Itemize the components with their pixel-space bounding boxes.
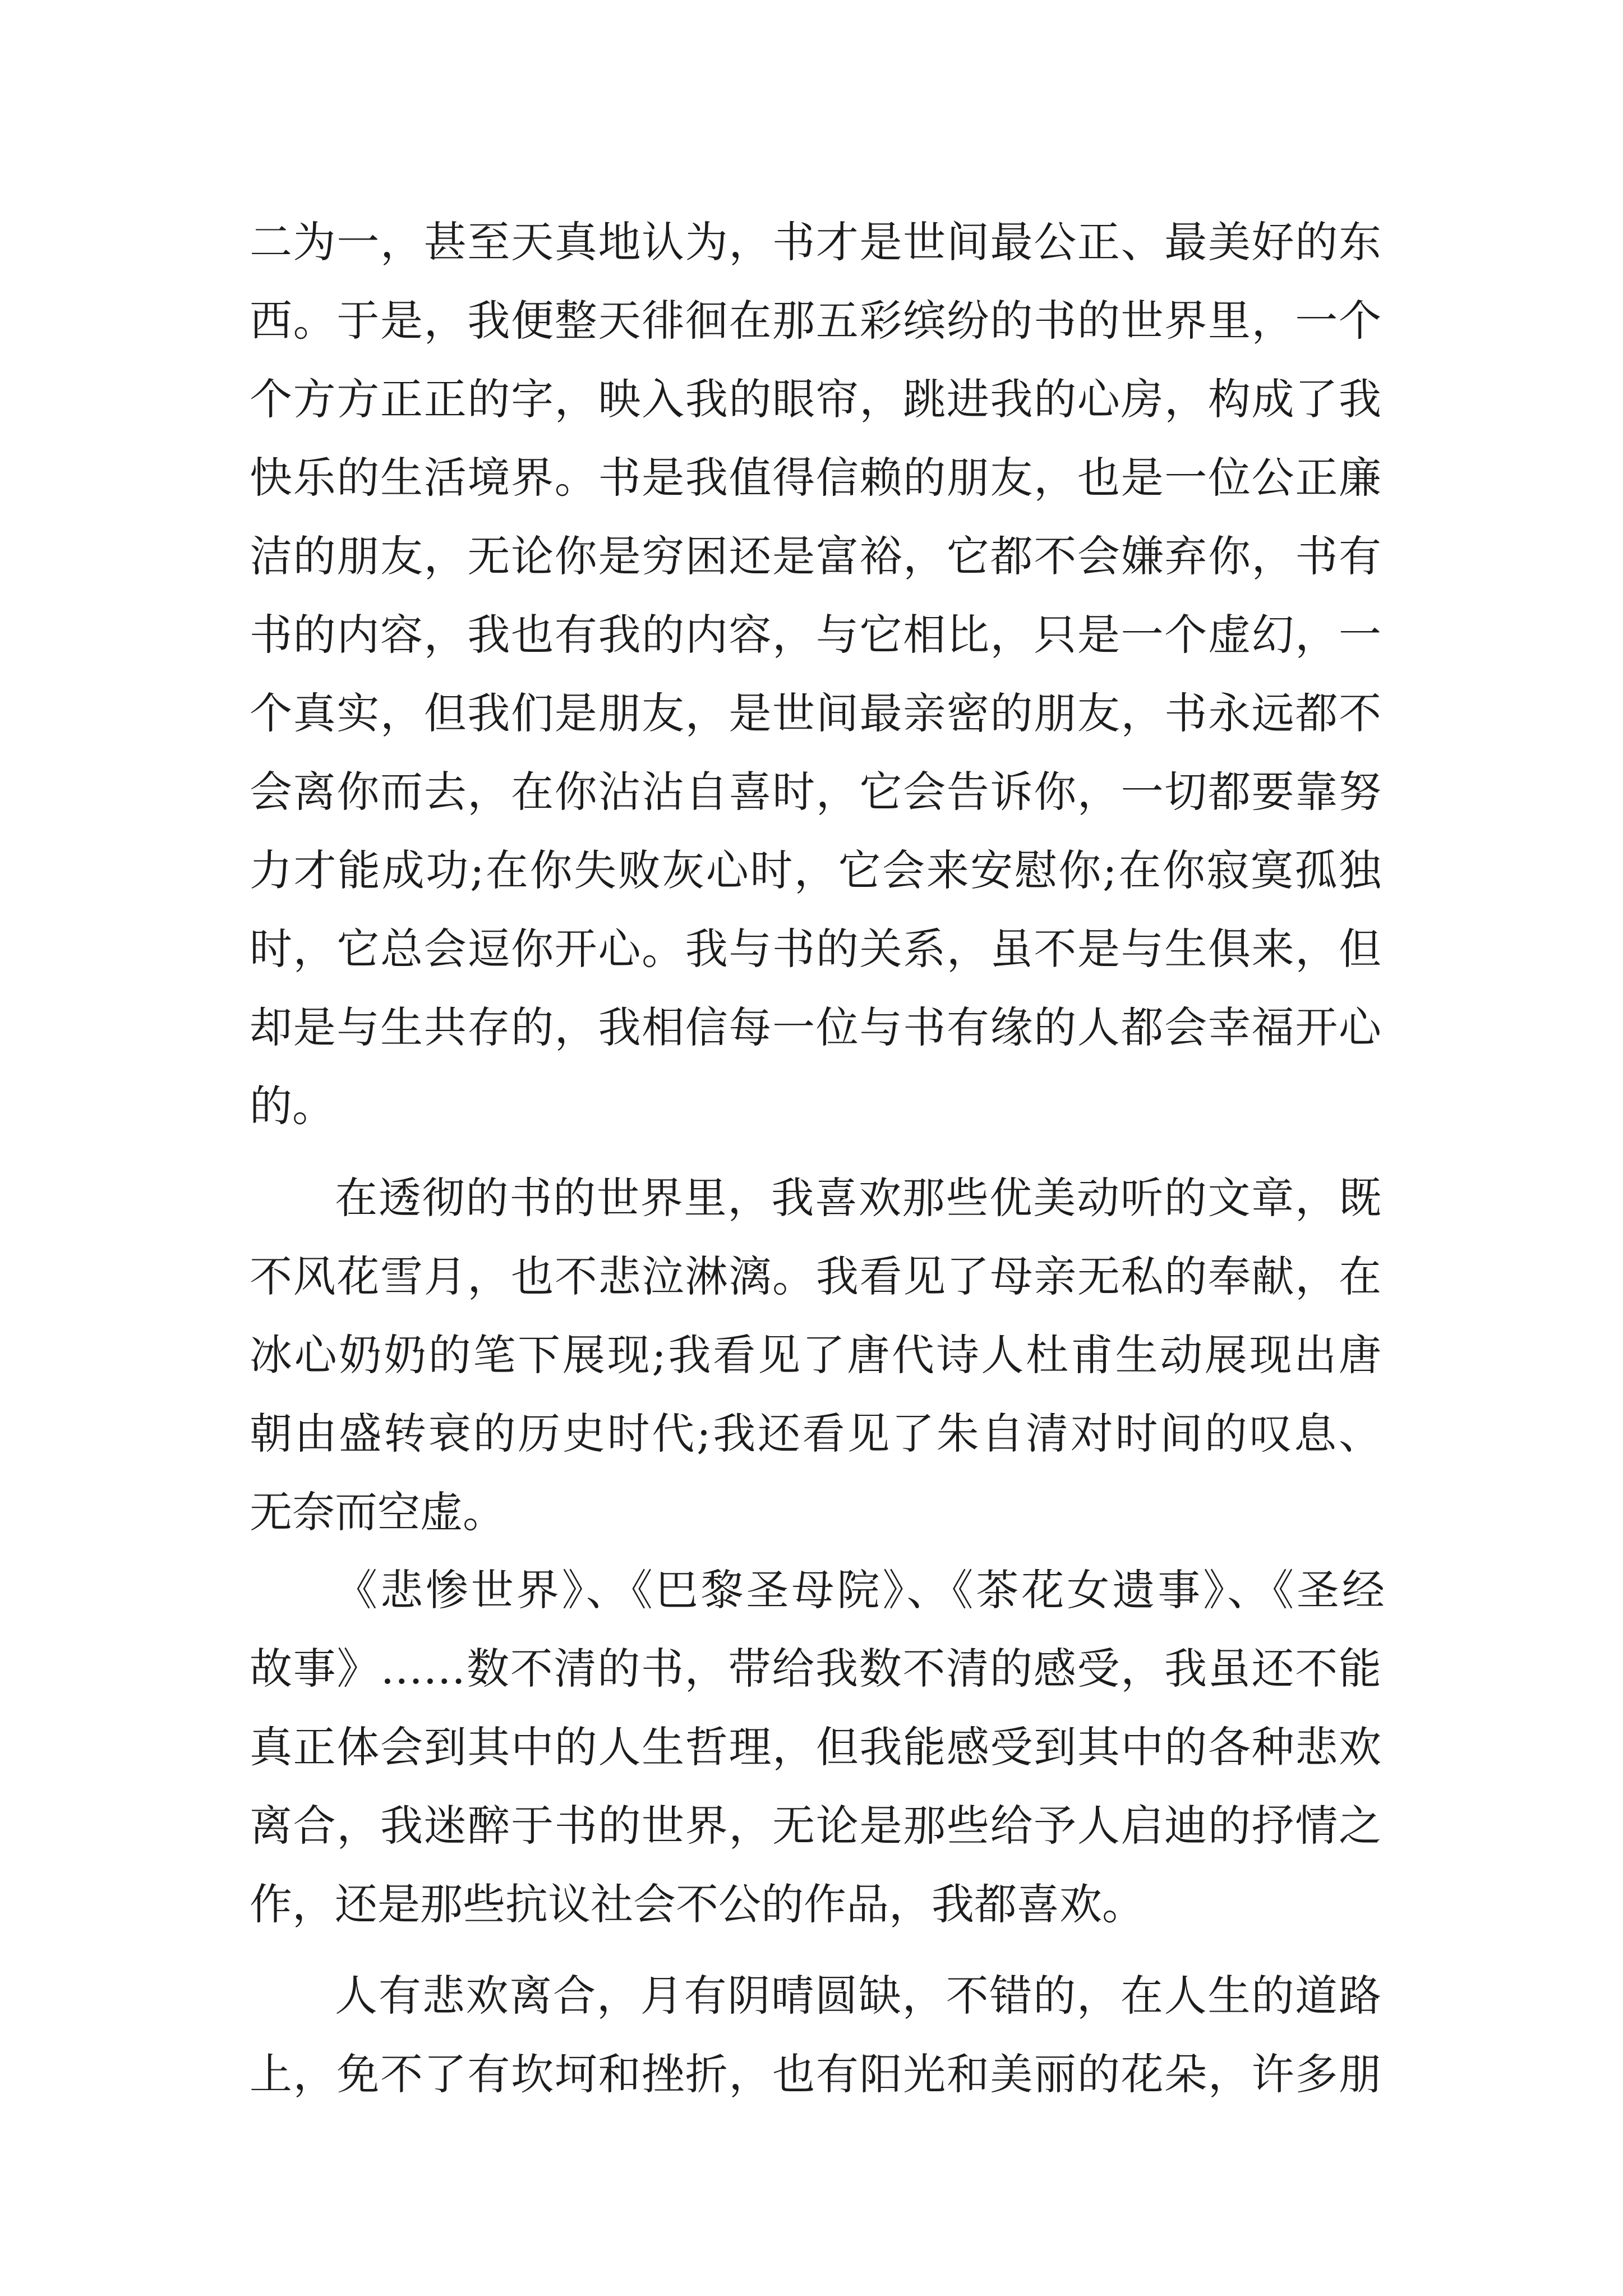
text-line: 的。 xyxy=(250,1081,335,1131)
paragraph xyxy=(250,203,1381,1145)
text-line: 人有悲欢离合，月有阴晴圆缺，不错的，在人生的道路 xyxy=(335,1971,1381,2021)
text-line: 离合，我迷醉于书的世界，无论是那些给予人启迪的抒情之 xyxy=(250,1801,1381,1851)
text-line: 无奈而空虚。 xyxy=(250,1487,505,1537)
text-line: 真正体会到其中的人生哲理，但我能感受到其中的各种悲欢 xyxy=(250,1722,1381,1772)
text-line: 在透彻的书的世界里，我喜欢那些优美动听的文章，既 xyxy=(335,1173,1381,1223)
text-line: 时，它总会逗你开心。我与书的关系，虽不是与生俱来，但 xyxy=(250,924,1381,974)
text-line: 作，还是那些抗议社会不公的作品，我都喜欢。 xyxy=(250,1879,1145,1929)
text-line: 快乐的生活境界。书是我值得信赖的朋友，也是一位公正廉 xyxy=(250,453,1381,503)
text-line: 洁的朋友，无论你是穷困还是富裕，它都不会嫌弃你，书有 xyxy=(250,531,1381,581)
text-line: 不风花雪月，也不悲泣淋漓。我看见了母亲无私的奉献，在 xyxy=(250,1251,1381,1301)
text-line: 冰心奶奶的笔下展现;我看见了唐代诗人杜甫生动展现出唐 xyxy=(250,1330,1381,1380)
text-line: 二为一，甚至天真地认为，书才是世间最公正、最美好的东 xyxy=(250,217,1381,267)
text-line: 书的内容，我也有我的内容，与它相比，只是一个虚幻，一 xyxy=(250,610,1381,660)
text-line: 《悲惨世界》、《巴黎圣母院》、《茶花女遗事》、《圣经 xyxy=(335,1565,1381,1615)
text-line: 个真实，但我们是朋友，是世间最亲密的朋友，书永远都不 xyxy=(250,688,1381,738)
paragraph xyxy=(250,1957,1381,2114)
text-line: 西。于是，我便整天徘徊在那五彩缤纷的书的世界里，一个 xyxy=(250,296,1381,346)
text-line: 会离你而去，在你沾沾自喜时，它会告诉你，一切都要靠努 xyxy=(250,767,1381,817)
text-line: 朝由盛转衰的历史时代;我还看见了朱自清对时间的叹息、 xyxy=(250,1409,1381,1458)
text-line: 上，免不了有坎坷和挫折，也有阳光和美丽的花朵，许多朋 xyxy=(250,2049,1381,2099)
text-line: 却是与生共存的，我相信每一位与书有缘的人都会幸福开心 xyxy=(250,1002,1381,1052)
paragraph xyxy=(250,1551,1381,1944)
text-line: 个方方正正的字，映入我的眼帘，跳进我的心房，构成了我 xyxy=(250,374,1381,424)
paragraph xyxy=(250,1159,1381,1552)
text-line: 力才能成功;在你失败灰心时，它会来安慰你;在你寂寞孤独 xyxy=(250,845,1381,895)
text-line: 故事》……数不清的书，带给我数不清的感受，我虽还不能 xyxy=(250,1644,1381,1694)
